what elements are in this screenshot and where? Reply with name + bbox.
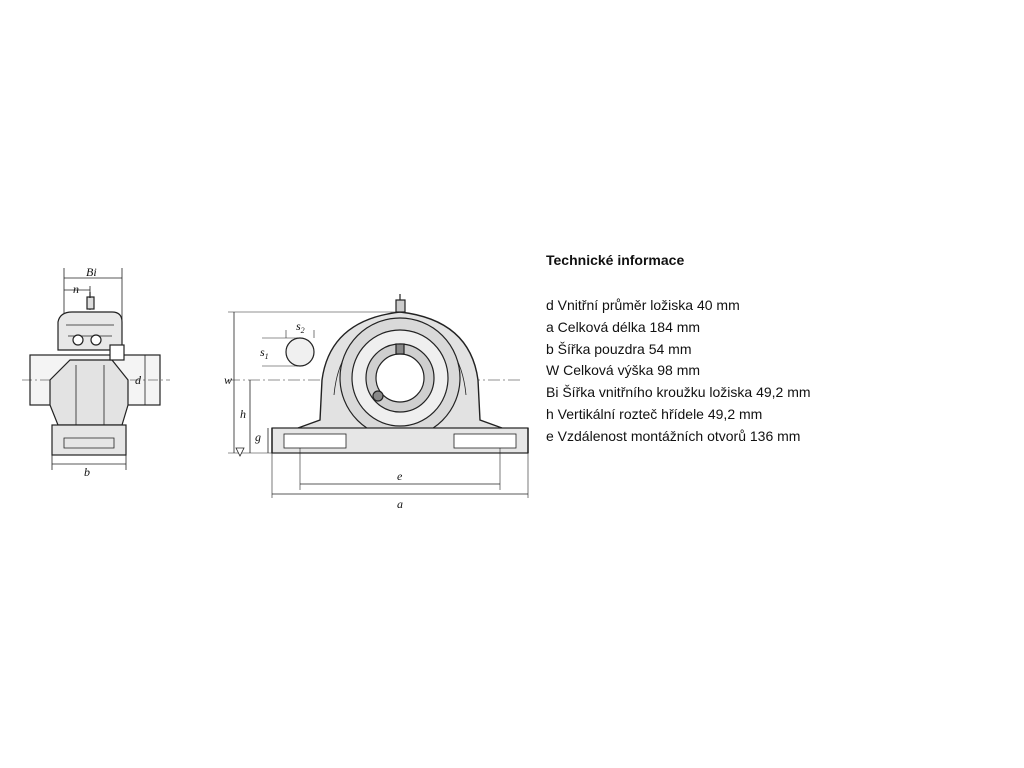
technical-info-panel [546,250,986,448]
front-view [228,294,528,498]
label-s2: $s_2$ [296,319,305,335]
spec-item: h Vertikální rozteč hřídele 49,2 mm [546,405,763,422]
label-g: g [255,430,261,444]
label-a: a [397,497,403,511]
label-h: h [240,407,246,421]
section-title: Technické informace [546,252,685,268]
spec-item: d Vnitřní průměr ložiska 40 mm [546,297,740,313]
spec-list [546,295,986,448]
side-view [22,268,170,470]
spec-item: e Vzdálenost montážních otvorů 136 mm [546,427,801,444]
label-bi: Bi [86,265,97,279]
spec-item: a Celková délka 184 mm [546,318,701,335]
label-w: w [224,373,233,387]
spec-item: Bi Šířka vnitřního kroužku ložiska 49,2 mm [546,384,811,401]
label-d: d [135,373,141,387]
label-n: n [73,282,79,296]
spec-item: b Šířka pouzdra 54 mm [546,340,692,357]
label-b: b [84,465,90,479]
label-s1: $s_1$ [260,345,269,361]
label-e: e [397,469,403,483]
spec-item: W Celková výška 98 mm [546,362,701,379]
